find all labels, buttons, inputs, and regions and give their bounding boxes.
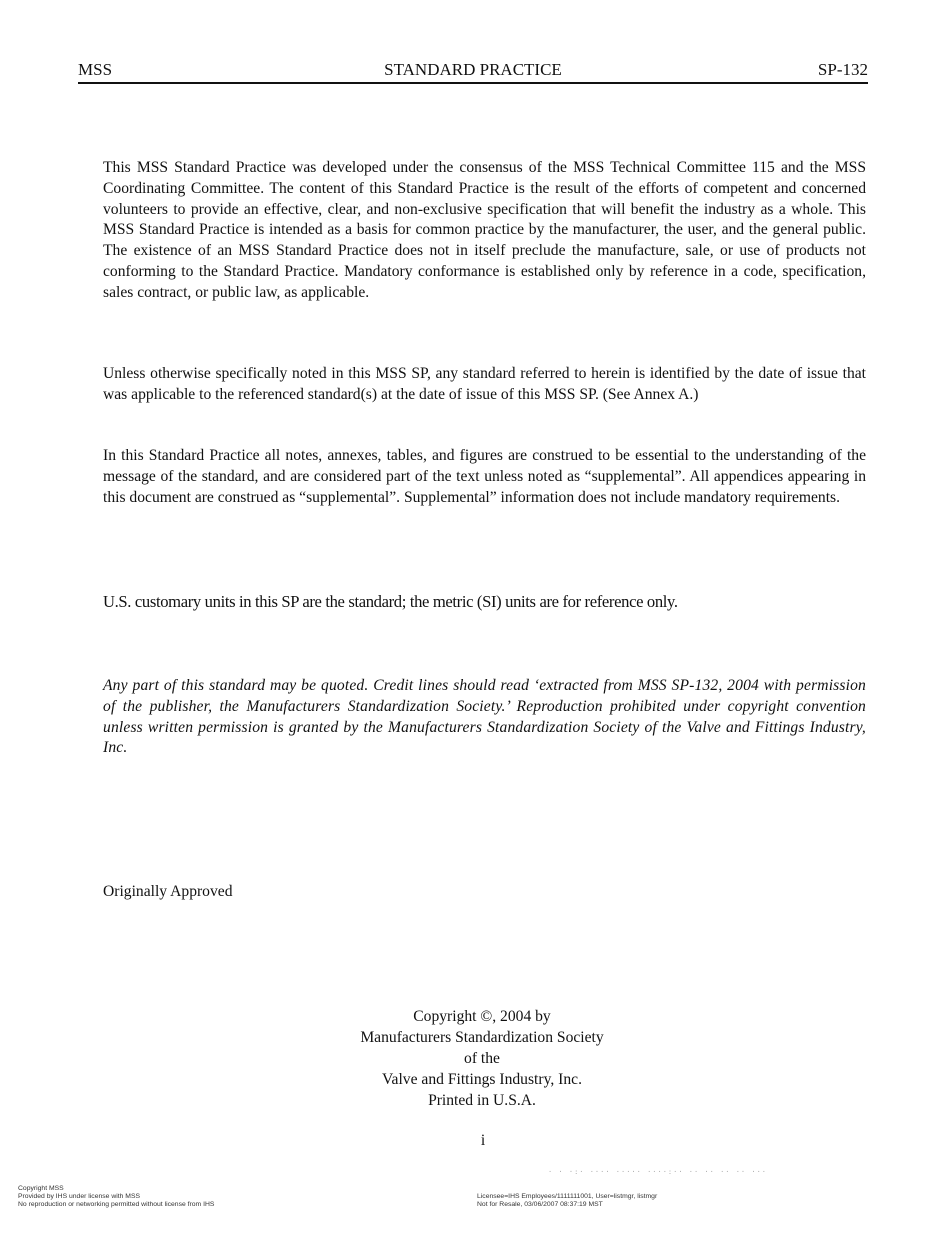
copyright-line: Manufacturers Standardization Society — [360, 1029, 604, 1046]
copyright-line: Printed in U.S.A. — [428, 1092, 536, 1109]
scan-artifact-dots: · · ·:· ···· ····· ····:·· ·· ·· ·· ·· ··· — [548, 1168, 768, 1176]
header-title: STANDARD PRACTICE — [384, 60, 562, 79]
footer-line: Copyright MSS — [18, 1185, 64, 1192]
units-paragraph: U.S. customary units in this SP are the standard; the metric (SI) units are for reference only. — [103, 592, 678, 611]
footer-line: Not for Resale, 03/06/2007 08:37:19 MST — [477, 1201, 603, 1208]
referenced-standards-paragraph: Unless otherwise specifically noted in this MSS SP, any standard referred to herein is identified by the date of issue that was applicable to the referenced standard(s) at the date of issue of this MSS SP. (See Annex A.) — [103, 365, 866, 403]
page-header — [78, 60, 868, 84]
footer-line: No reproduction or networking permitted without license from IHS — [18, 1201, 215, 1208]
copyright-line: of the — [464, 1050, 500, 1067]
footer-license-left — [18, 1185, 214, 1209]
originally-approved: Originally Approved — [103, 883, 233, 900]
header-doc-number: SP-132 — [817, 60, 868, 79]
footer-line: Licensee=IHS Employees/1111111001, User=listmgr, listmgr — [477, 1193, 658, 1200]
copyright-block — [282, 1006, 682, 1111]
copyright-line: Copyright ©, 2004 by — [413, 1008, 551, 1025]
footer-line: Provided by IHS under license with MSS — [18, 1193, 141, 1200]
quotation-paragraph: Any part of this standard may be quoted. Credit lines should read ‘extracted from MSS SP-132, 2004 with permission of the publisher, the Manufacturers Standardization Society.’ Reproduction prohibited under copyright convention unless written permission is granted by the Manufacturers Standardization Society of the Valve and Fittings Industry, Inc. — [103, 677, 866, 757]
page-number: i — [480, 1132, 486, 1149]
footer-license-right — [477, 1193, 657, 1209]
supplemental-paragraph: In this Standard Practice all notes, annexes, tables, and figures are construed to be essential to the understanding of the message of the standard, and are considered part of the text unless noted as “supplemental”. All appendices appearing in this document are construed as “supplemental”. Supplemental” information does not include mandatory requirements. — [103, 447, 866, 506]
header-org: MSS — [78, 60, 113, 79]
copyright-line: Valve and Fittings Industry, Inc. — [382, 1071, 582, 1088]
consensus-paragraph: This MSS Standard Practice was developed under the consensus of the MSS Technical Committee 115 and the MSS Coordinating Committee. The content of this Standard Practice is the result of the efforts of competent and concerned volunteers to provide an effective, clear, and non-exclusive specification that will benefit the industry as a whole. This MSS Standard Practice is intended as a basis for common practice by the manufacturer, the user, and the general public. The existence of an MSS Standard Practice does not in itself preclude the manufacture, sale, or use of products not conforming to the Standard Practice. Mandatory conformance is established only by reference in a code, specification, sales contract, or public law, as applicable. — [103, 159, 866, 301]
